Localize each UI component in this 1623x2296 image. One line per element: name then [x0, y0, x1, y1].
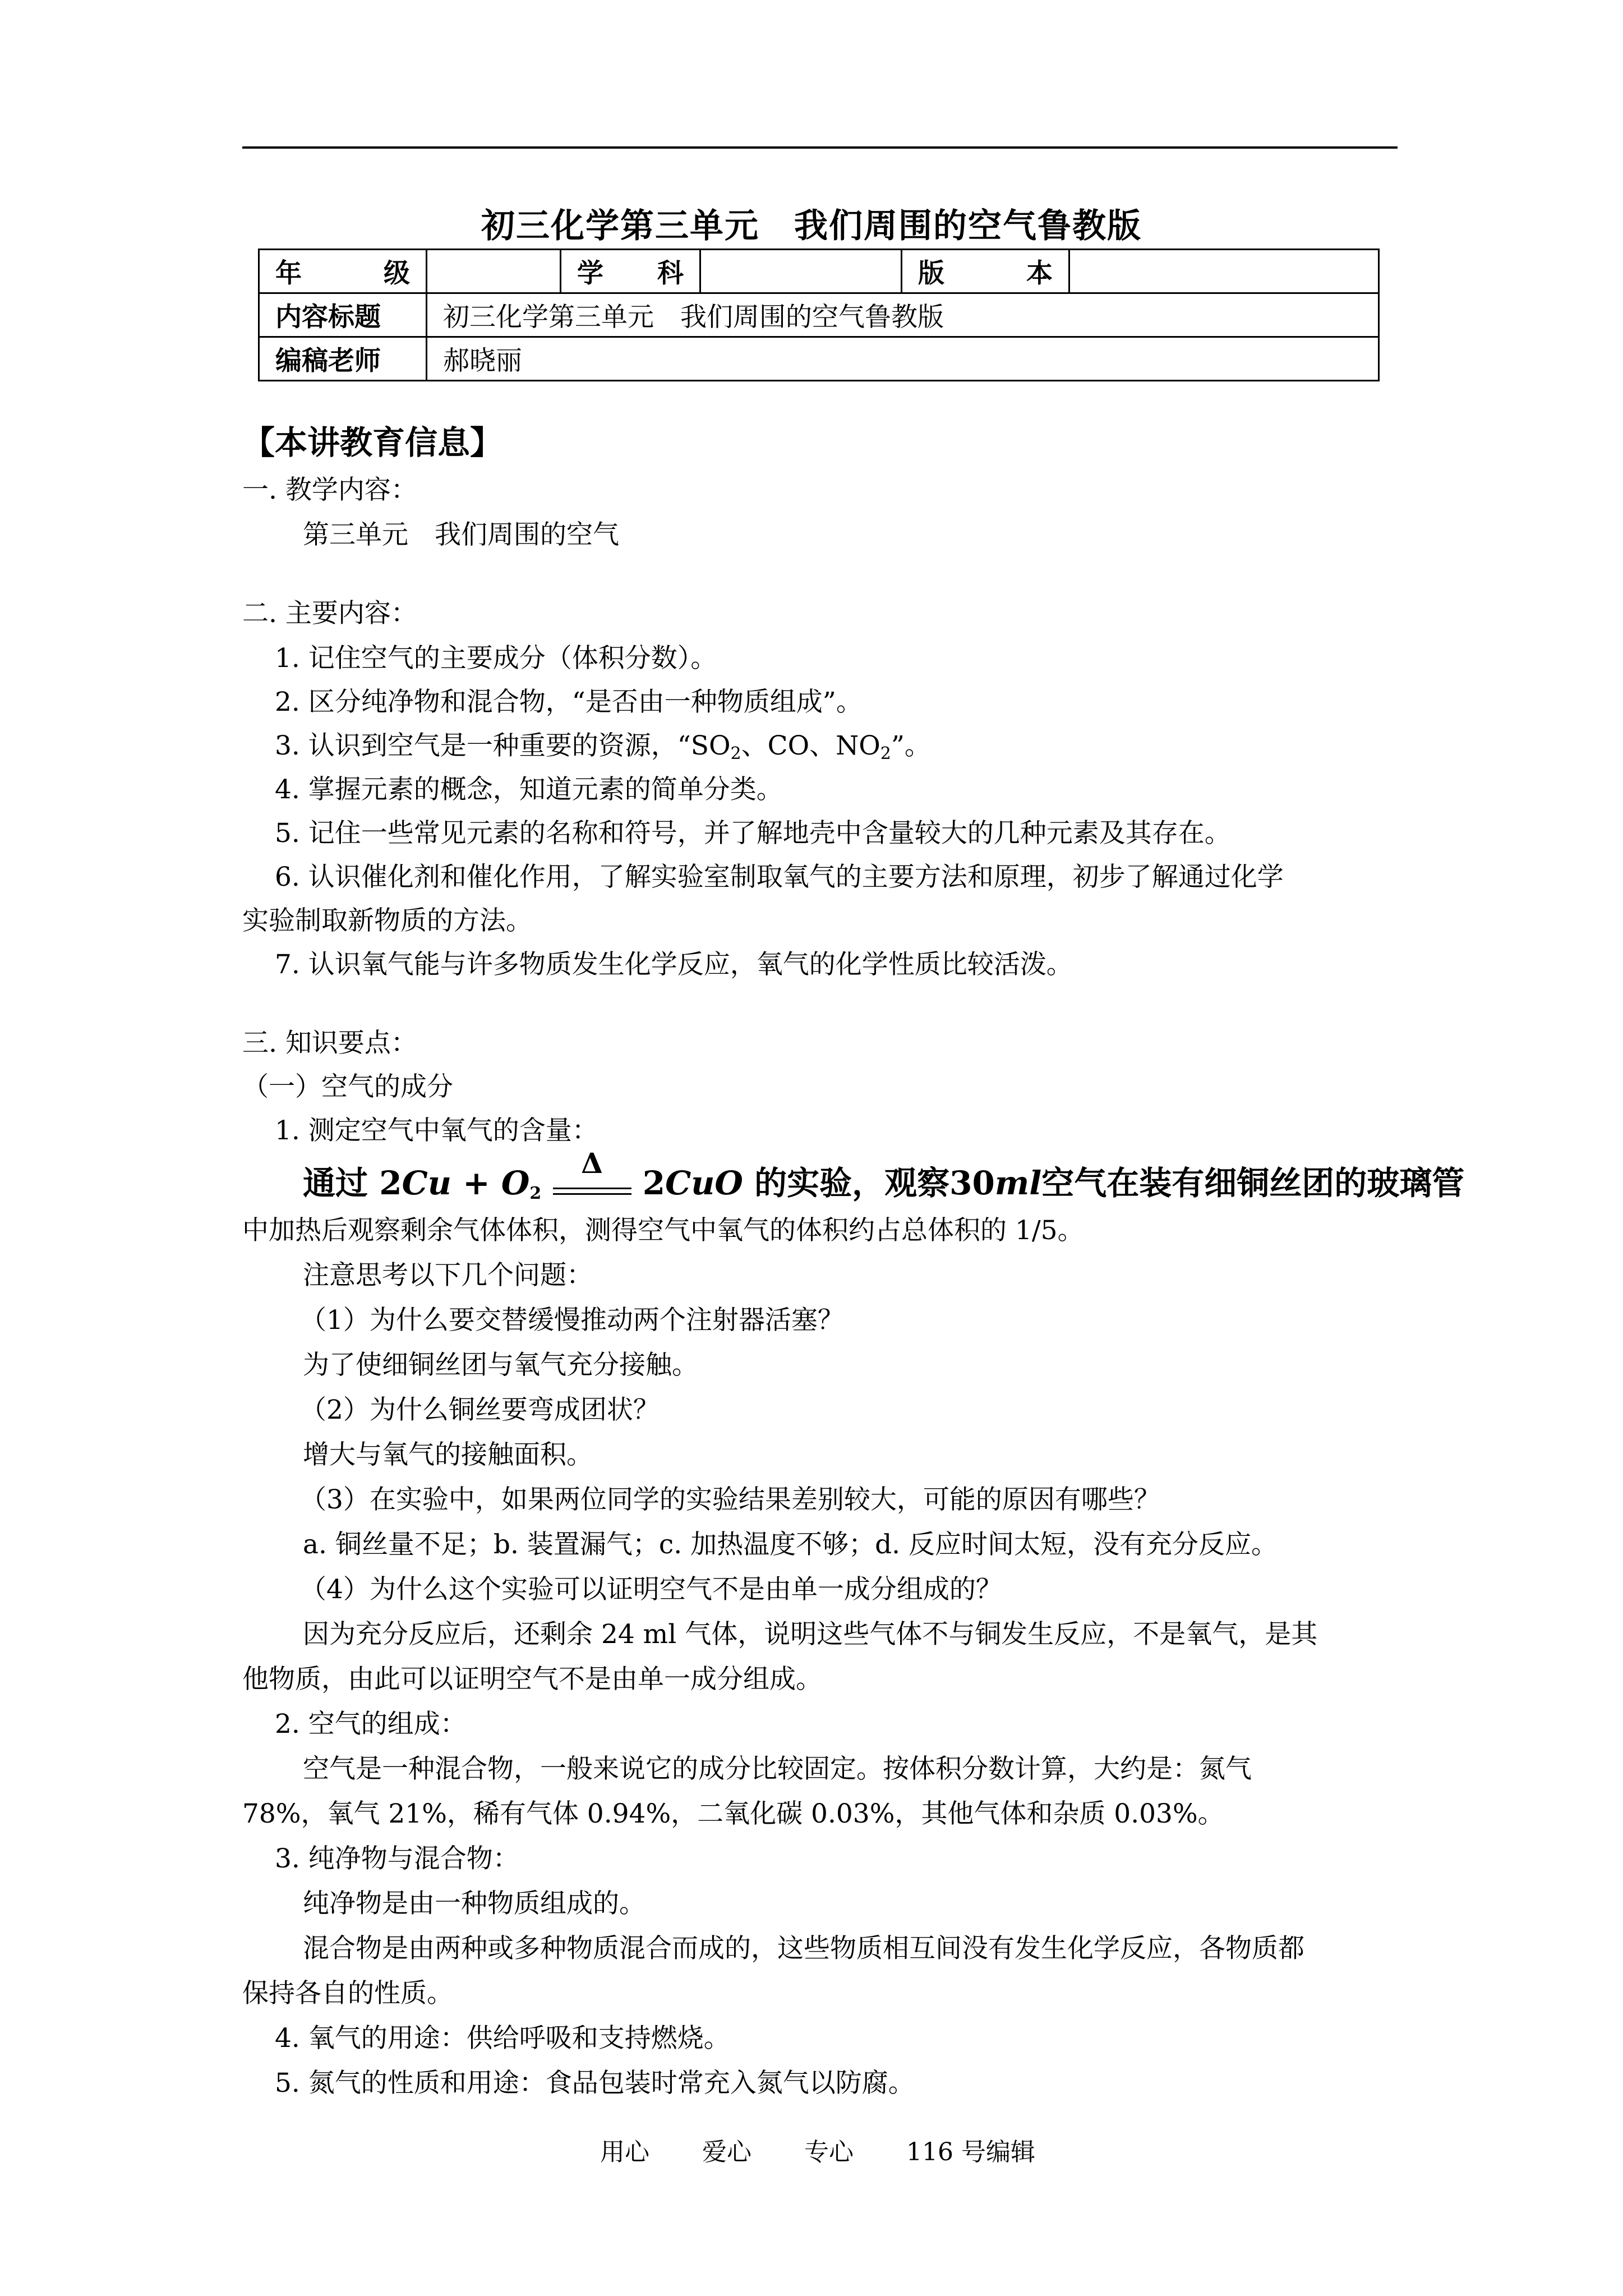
- text-line-8: a. 铜丝量不足；b. 装置漏气；c. 加热温度不够；d. 反应时间太短，没有充分反应。: [303, 1529, 1278, 1560]
- edition-label-2: 本: [1026, 258, 1053, 289]
- eq-tail-1: 的实验，观察30: [743, 1164, 995, 1202]
- s1-text: 第三单元 我们周围的空气: [303, 519, 619, 550]
- text-line-18: 保持各自的性质。: [242, 1978, 453, 2009]
- grade-label-1: 年: [275, 258, 302, 289]
- eq-cuo: CuO: [665, 1164, 743, 1202]
- s2-item-3: [275, 730, 931, 763]
- grade-label-cell: [259, 250, 427, 293]
- text-line-13: 空气是一种混合物，一般来说它的成分比较固定。按体积分数计算，大约是：氮气: [303, 1754, 1252, 1784]
- footer-item-4: 116 号编辑: [906, 2138, 1035, 2166]
- info-row-2: [259, 293, 1379, 337]
- subject-value-cell: [700, 250, 902, 293]
- info-row-1: [259, 250, 1379, 293]
- no2-subscript: 2: [880, 744, 891, 763]
- eq-cu: Cu: [402, 1164, 451, 1202]
- text-line-4: 为了使细铜丝团与氧气充分接触。: [303, 1350, 698, 1381]
- eq-bar-top: [553, 1188, 631, 1189]
- text-line-15: 3. 纯净物与混合物：: [275, 1843, 519, 1874]
- s2-item-3-prefix: 3. 认识到空气是一种重要的资源，“SO: [275, 730, 731, 761]
- text-line-9: （4）为什么这个实验可以证明空气不是由单一成分组成的？: [300, 1574, 1002, 1605]
- edition-value-cell: [1069, 250, 1379, 293]
- eq-ml: ml: [994, 1164, 1042, 1202]
- text-line-7: （3）在实验中，如果两位同学的实验结果差别较大，可能的原因有哪些？: [300, 1484, 1160, 1515]
- text-line-10: 因为充分反应后，还剩余 24 ml 气体，说明这些气体不与铜发生反应，不是氧气，是其: [303, 1619, 1318, 1650]
- eq-o: O: [501, 1164, 530, 1202]
- text-line-1: 中加热后观察剩余气体体积，测得空气中氧气的体积约占总体积的 1/5。: [242, 1215, 1084, 1246]
- eq-plus: +: [451, 1164, 501, 1202]
- text-line-20: 5. 氮气的性质和用途：食品包装时常充入氮气以防腐。: [275, 2068, 915, 2099]
- footer-item-2: 爱心: [702, 2138, 751, 2166]
- s2-item-6-cont: 实验制取新物质的方法。: [242, 905, 532, 936]
- text-line-17: 混合物是由两种或多种物质混合而成的，这些物质相互间没有发生化学反应，各物质都: [303, 1933, 1304, 1964]
- info-row-3: [259, 337, 1379, 381]
- footer-item-1: 用心: [600, 2138, 649, 2166]
- content-title-label: 内容标题: [259, 293, 427, 337]
- page-footer: [600, 2132, 1080, 2168]
- text-line-19: 4. 氧气的用途：供给呼吸和支持燃烧。: [275, 2023, 730, 2054]
- s2-item-7: 7. 认识氧气能与许多物质发生化学反应，氧气的化学性质比较活泼。: [275, 949, 1073, 980]
- eq-lead: 通过 2: [303, 1164, 402, 1202]
- text-line-2: 注意思考以下几个问题：: [303, 1260, 593, 1291]
- content-title-value: 初三化学第三单元 我们周围的空气鲁教版: [427, 293, 1379, 337]
- subject-label-2: 科: [657, 258, 684, 289]
- text-line-16: 纯净物是由一种物质组成的。: [303, 1888, 645, 1919]
- s1-title: 一. 教学内容：: [242, 475, 417, 505]
- equation-line: [303, 1147, 1465, 1203]
- text-line-3: （1）为什么要交替缓慢推动两个注射器活塞？: [300, 1305, 844, 1336]
- eq-bar-bottom: [553, 1193, 631, 1195]
- subject-label-cell: [561, 250, 700, 293]
- document-title: 初三化学第三单元 我们周围的空气鲁教版: [481, 206, 1142, 246]
- text-line-14: 78%，氧气 21%，稀有气体 0.94%，二氧化碳 0.03%，其他气体和杂质 0.03%。: [242, 1798, 1224, 1829]
- eq-o-subscript: 2: [529, 1184, 542, 1203]
- info-table: [258, 249, 1380, 381]
- s3-sub1: （一）空气的成分: [242, 1071, 453, 1102]
- text-line-11: 他物质，由此可以证明空气不是由单一成分组成。: [242, 1664, 822, 1695]
- grade-value-cell: [427, 250, 561, 293]
- subject-label-1: 学: [577, 258, 603, 289]
- s2-item-3-mid: 、CO、NO: [741, 730, 880, 761]
- grade-label-2: 级: [384, 258, 410, 289]
- s2-item-2: 2. 区分纯净物和混合物，“是否由一种物质组成”。: [275, 687, 863, 717]
- eq-tail-2: 空气在装有细铜丝团的玻璃管: [1041, 1164, 1465, 1202]
- section-heading: 【本讲教育信息】: [242, 424, 503, 462]
- text-line-6: 增大与氧气的接触面积。: [303, 1439, 593, 1470]
- s2-item-3-suffix: ”。: [891, 730, 931, 761]
- edition-label-1: 版: [918, 258, 944, 289]
- eq-coeff: 2: [642, 1164, 666, 1202]
- s2-item-5: 5. 记住一些常见元素的名称和符号，并了解地壳中含量较大的几种元素及其存在。: [275, 818, 1231, 849]
- s2-item-4: 4. 掌握元素的概念，知道元素的简单分类。: [275, 774, 783, 805]
- s2-item-6: 6. 认识催化剂和催化作用，了解实验室制取氧气的主要方法和原理，初步了解通过化学: [275, 862, 1284, 892]
- s3-p1: 1. 测定空气中氧气的含量：: [275, 1115, 598, 1146]
- editor-value: 郝晓丽: [427, 337, 1379, 381]
- header-rule: [242, 146, 1398, 149]
- edition-label-cell: [902, 250, 1069, 293]
- text-line-12: 2. 空气的组成：: [275, 1709, 467, 1740]
- so2-subscript: 2: [730, 744, 741, 763]
- s3-title: 三. 知识要点：: [242, 1028, 417, 1059]
- s2-title: 二. 主要内容：: [242, 598, 417, 629]
- footer-item-3: 专心: [804, 2138, 854, 2166]
- editor-label: 编稿老师: [259, 337, 427, 381]
- heating-arrow: [553, 1147, 631, 1200]
- delta-symbol: Δ: [581, 1147, 603, 1180]
- text-line-5: （2）为什么铜丝要弯成团状？: [300, 1395, 660, 1425]
- s2-item-1: 1. 记住空气的主要成分（体积分数）。: [275, 643, 717, 674]
